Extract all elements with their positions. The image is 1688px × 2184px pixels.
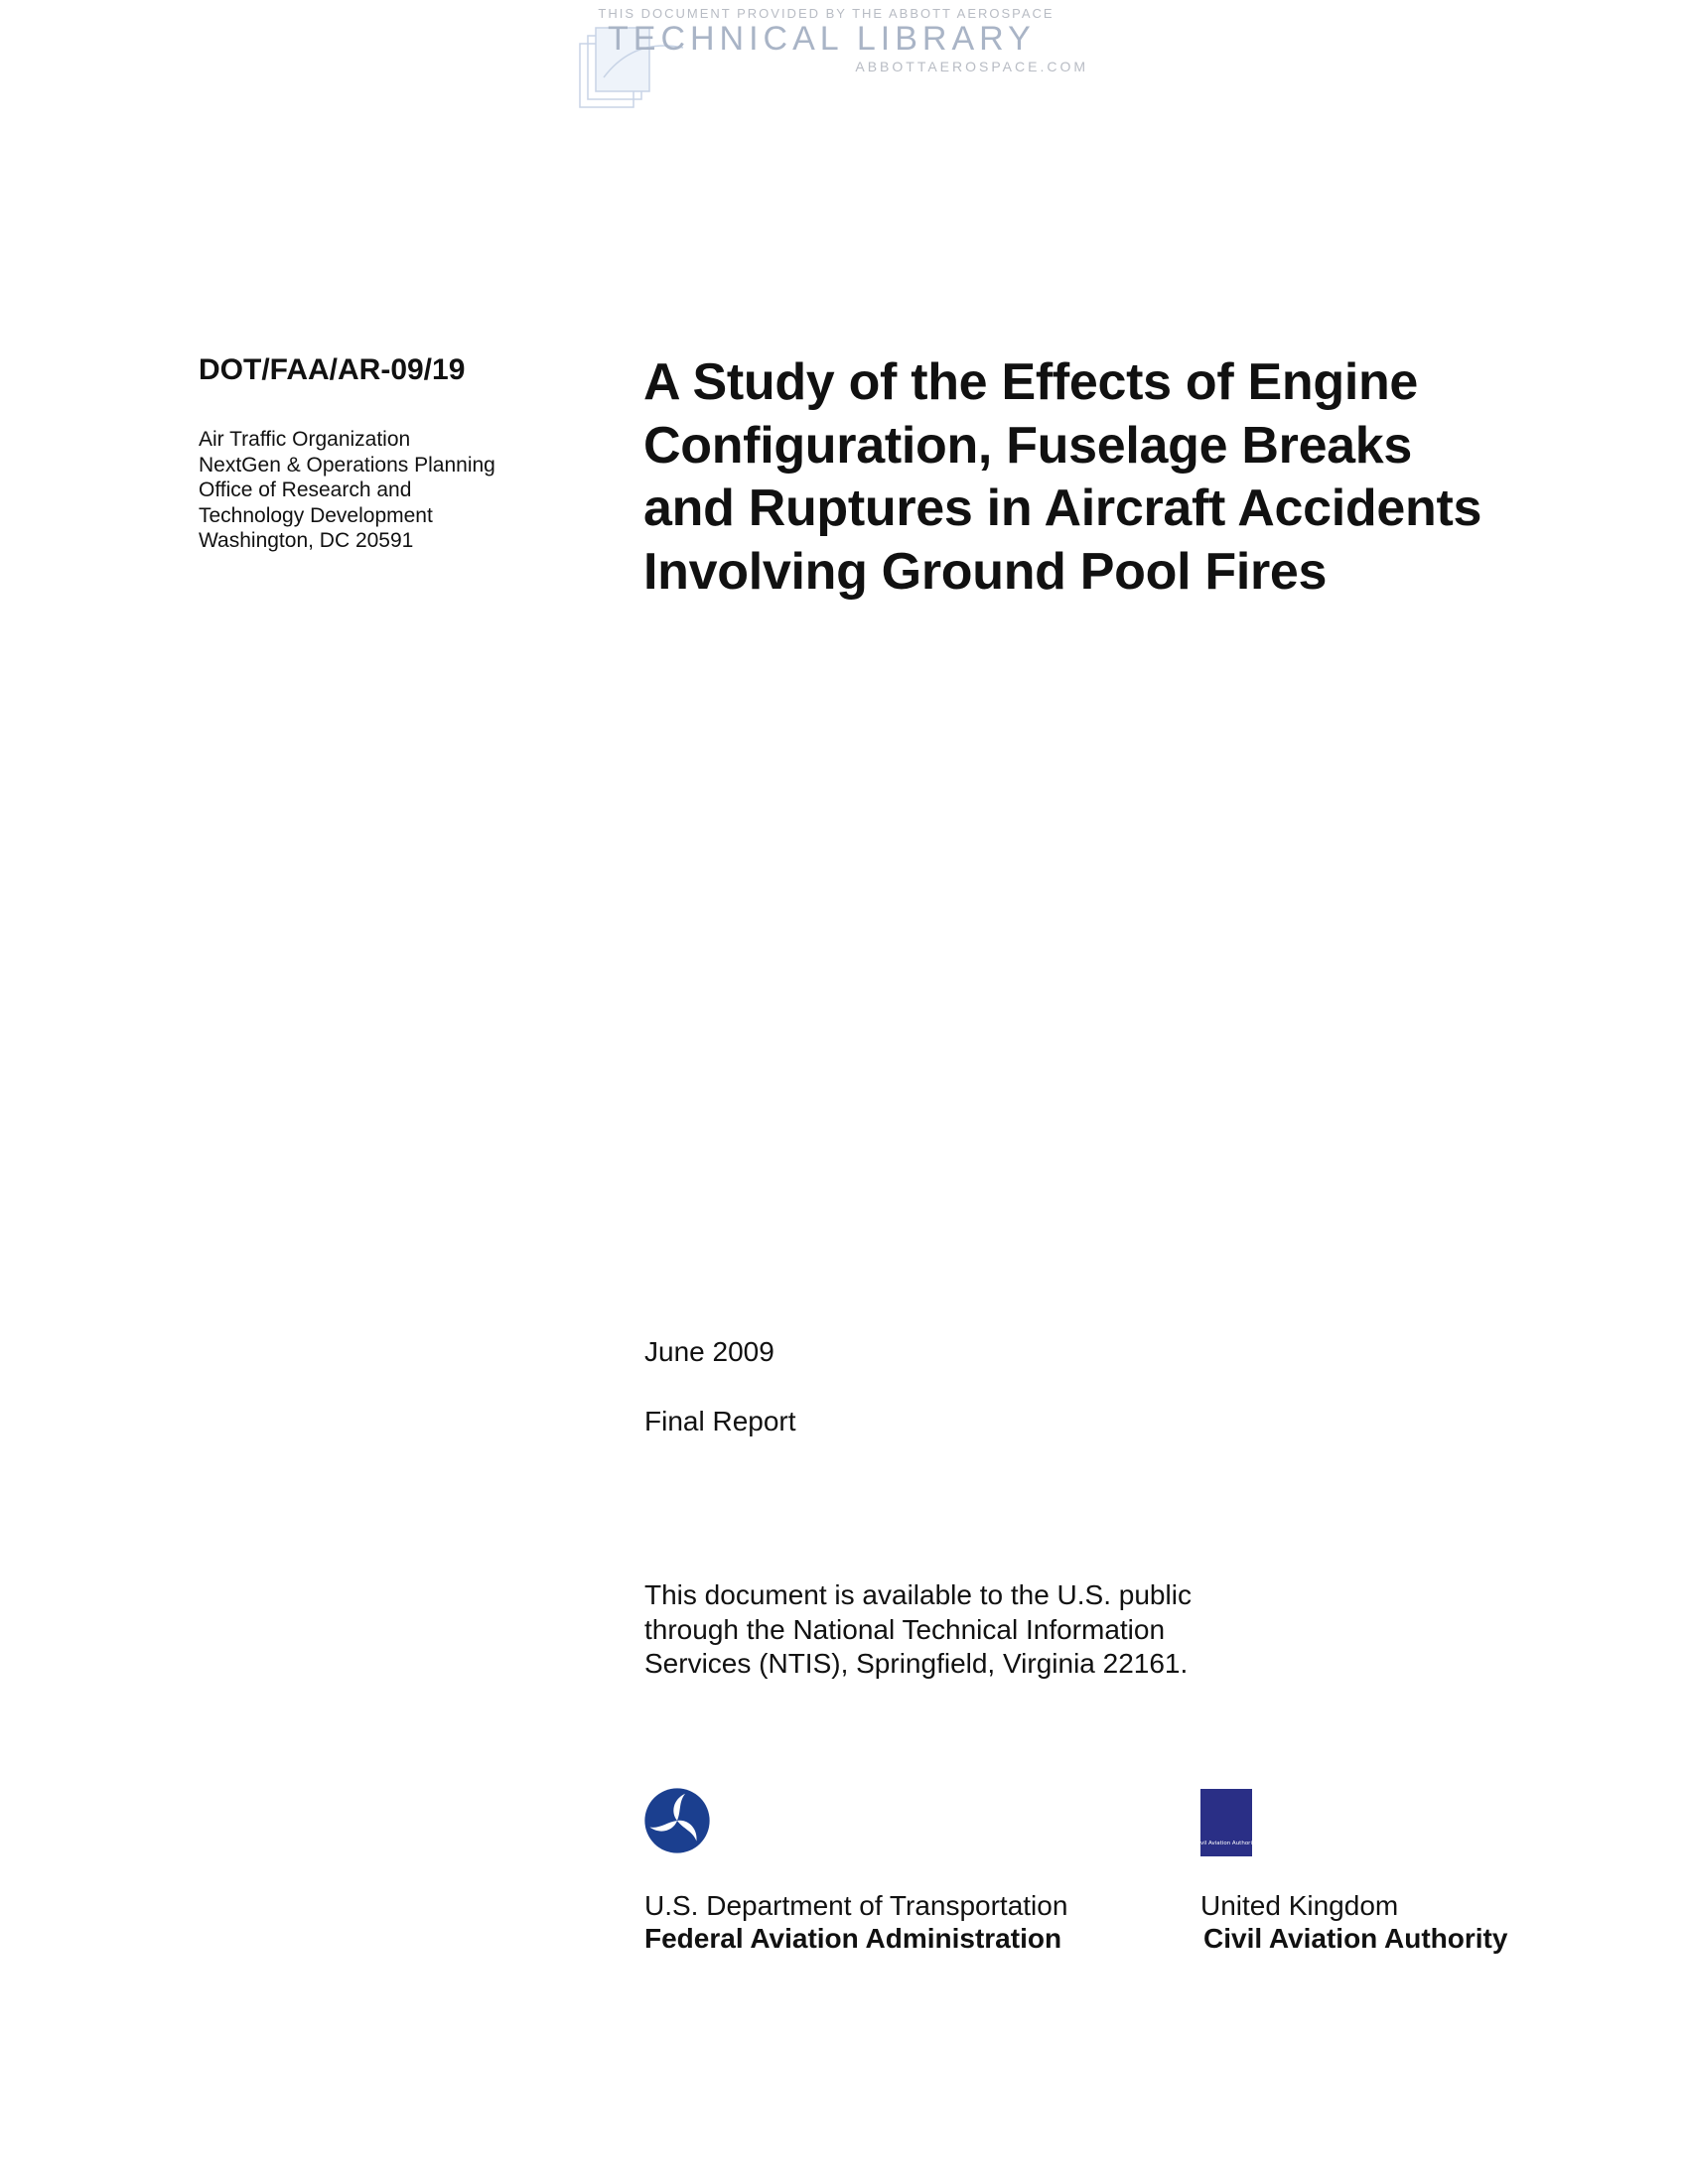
organization-line: Air Traffic Organization (199, 428, 411, 451)
dot-tri-star-icon (643, 1787, 711, 1854)
organization-line: NextGen & Operations Planning (199, 453, 495, 477)
caa-logo-text: Civil Aviation Authority (1195, 1841, 1258, 1846)
us-agency-department: U.S. Department of Transportation (644, 1890, 1068, 1921)
uk-agency-country: United Kingdom (1200, 1890, 1399, 1921)
report-title (643, 351, 1636, 604)
watermark-title: TECHNICAL LIBRARY (608, 20, 1036, 58)
report-date: June 2009 (644, 1336, 774, 1367)
us-agency-name: Federal Aviation Administration (644, 1923, 1062, 1954)
caa-crescent-icon (1195, 1789, 1258, 1856)
organization-block (199, 427, 536, 554)
uk-agency-name: Civil Aviation Authority (1203, 1923, 1508, 1954)
title-line: and Ruptures in Aircraft Accidents (643, 479, 1482, 537)
report-number: DOT/FAA/AR-09/19 (199, 353, 466, 386)
report-type: Final Report (644, 1406, 796, 1436)
organization-line: Office of Research and (199, 478, 412, 501)
availability-line: through the National Technical Information (644, 1613, 1166, 1645)
title-line: Involving Ground Pool Fires (643, 542, 1328, 601)
availability-statement (644, 1578, 1339, 1682)
title-line: A Study of the Effects of Engine (643, 353, 1419, 411)
watermark-top-line: THIS DOCUMENT PROVIDED BY THE ABBOTT AEROSPACE (598, 6, 1055, 21)
availability-line: Services (NTIS), Springfield, Virginia 22161. (644, 1648, 1189, 1679)
title-line: Configuration, Fuselage Breaks (643, 416, 1413, 475)
organization-line: Washington, DC 20591 (199, 529, 414, 552)
availability-line: This document is available to the U.S. public (644, 1579, 1192, 1610)
watermark-site: ABBOTTAEROSPACE.COM (855, 59, 1088, 74)
organization-line: Technology Development (199, 503, 433, 527)
